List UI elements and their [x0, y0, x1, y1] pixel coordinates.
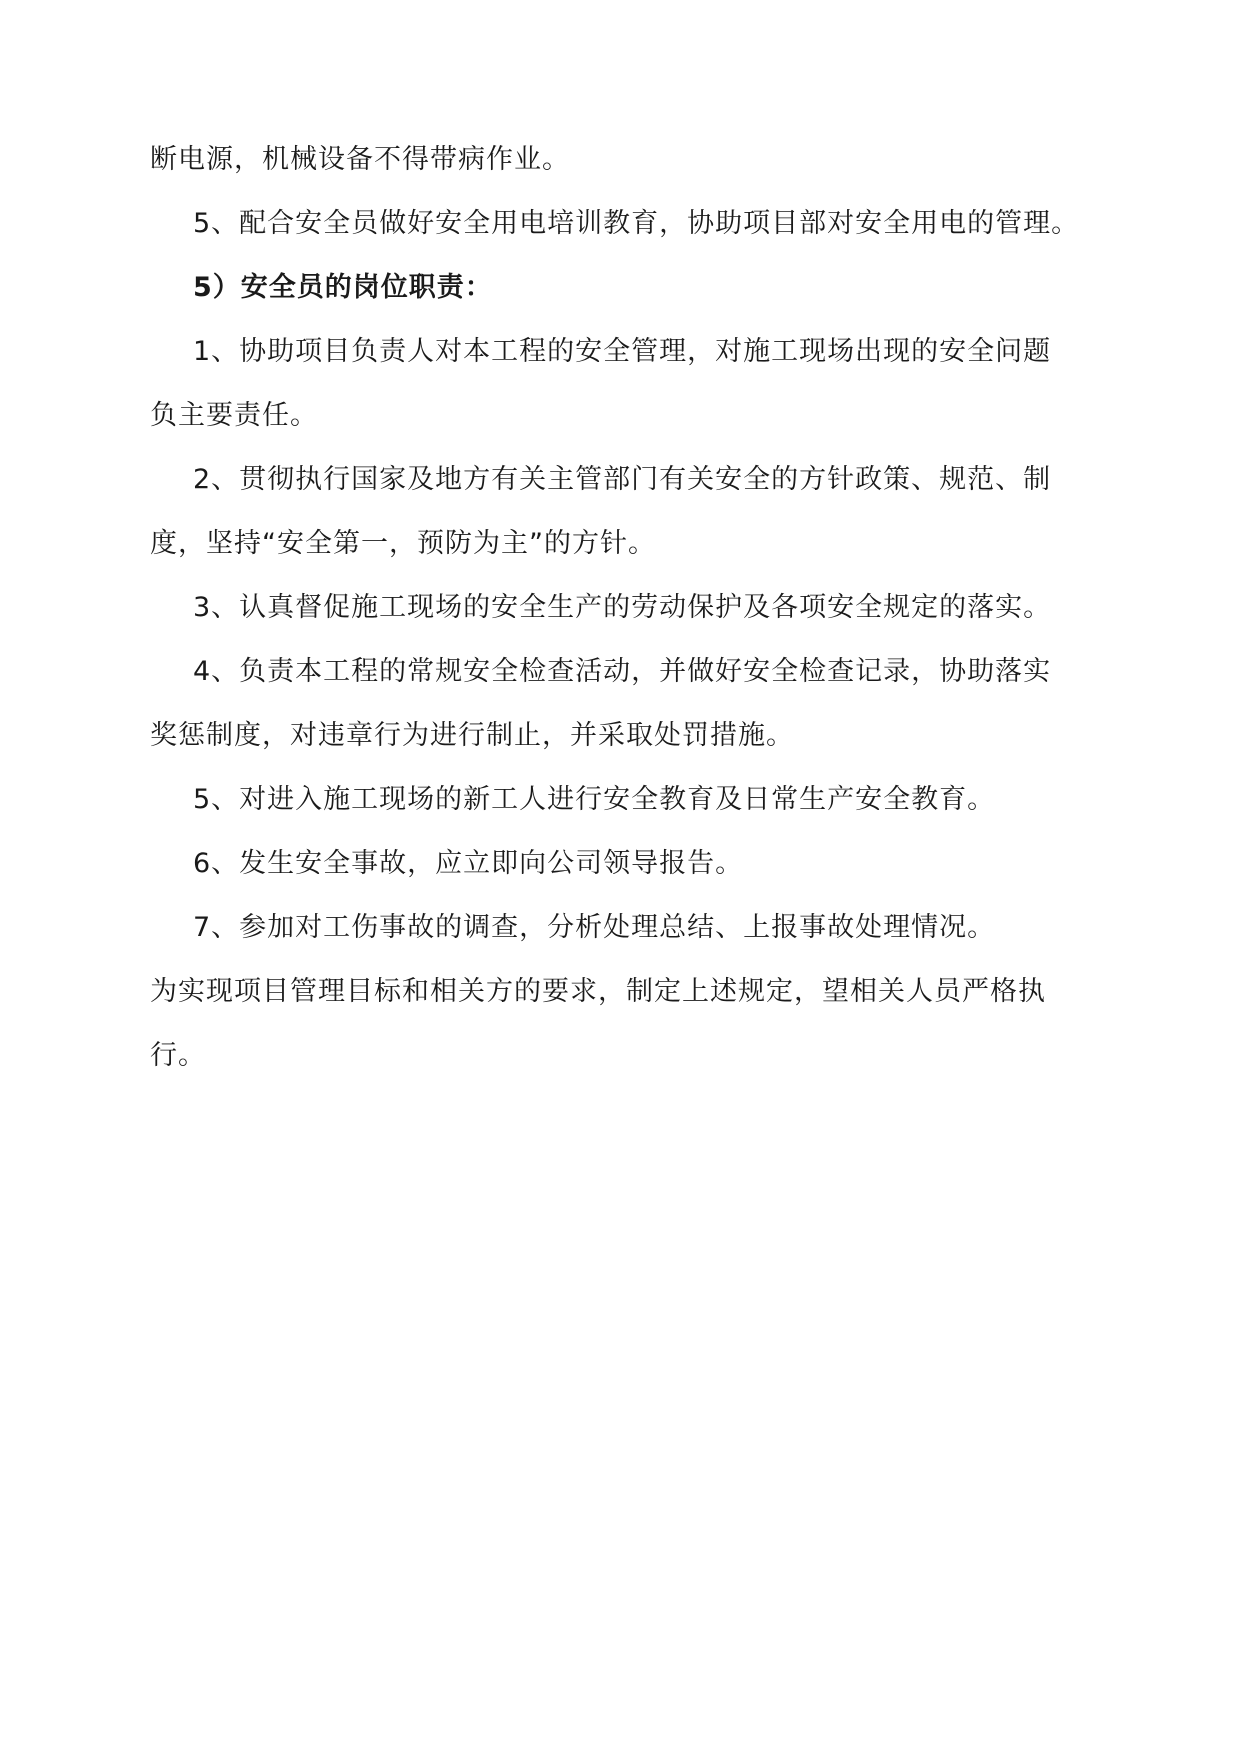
text-line: 负主要责任。: [150, 400, 318, 431]
section-heading: 5）安全员的岗位职责：: [193, 272, 493, 303]
text-line: 5、配合安全员做好安全用电培训教育，协助项目部对安全用电的管理。: [193, 208, 1080, 239]
text-line: 断电源，机械设备不得带病作业。: [150, 144, 570, 175]
text-line: 度，坚持“安全第一，预防为主”的方针。: [150, 528, 656, 559]
text-line: 4、负责本工程的常规安全检查活动，并做好安全检查记录，协助落实: [193, 656, 1052, 687]
document-body: [150, 128, 1096, 1088]
text-line: 6、发生安全事故，应立即向公司领导报告。: [193, 848, 744, 879]
text-line: 为实现项目管理目标和相关方的要求，制定上述规定，望相关人员严格执: [150, 976, 1046, 1007]
text-line: 5、对进入施工现场的新工人进行安全教育及日常生产安全教育。: [193, 784, 996, 815]
text-line: 行。: [150, 1040, 206, 1071]
text-line: 1、协助项目负责人对本工程的安全管理，对施工现场出现的安全问题: [193, 336, 1052, 367]
text-line: 奖惩制度，对违章行为进行制止，并采取处罚措施。: [150, 720, 794, 751]
text-line: 2、贯彻执行国家及地方有关主管部门有关安全的方针政策、规范、制: [193, 464, 1052, 495]
text-line: 3、认真督促施工现场的安全生产的劳动保护及各项安全规定的落实。: [193, 592, 1052, 623]
text-line: 7、参加对工伤事故的调查，分析处理总结、上报事故处理情况。: [193, 912, 996, 943]
